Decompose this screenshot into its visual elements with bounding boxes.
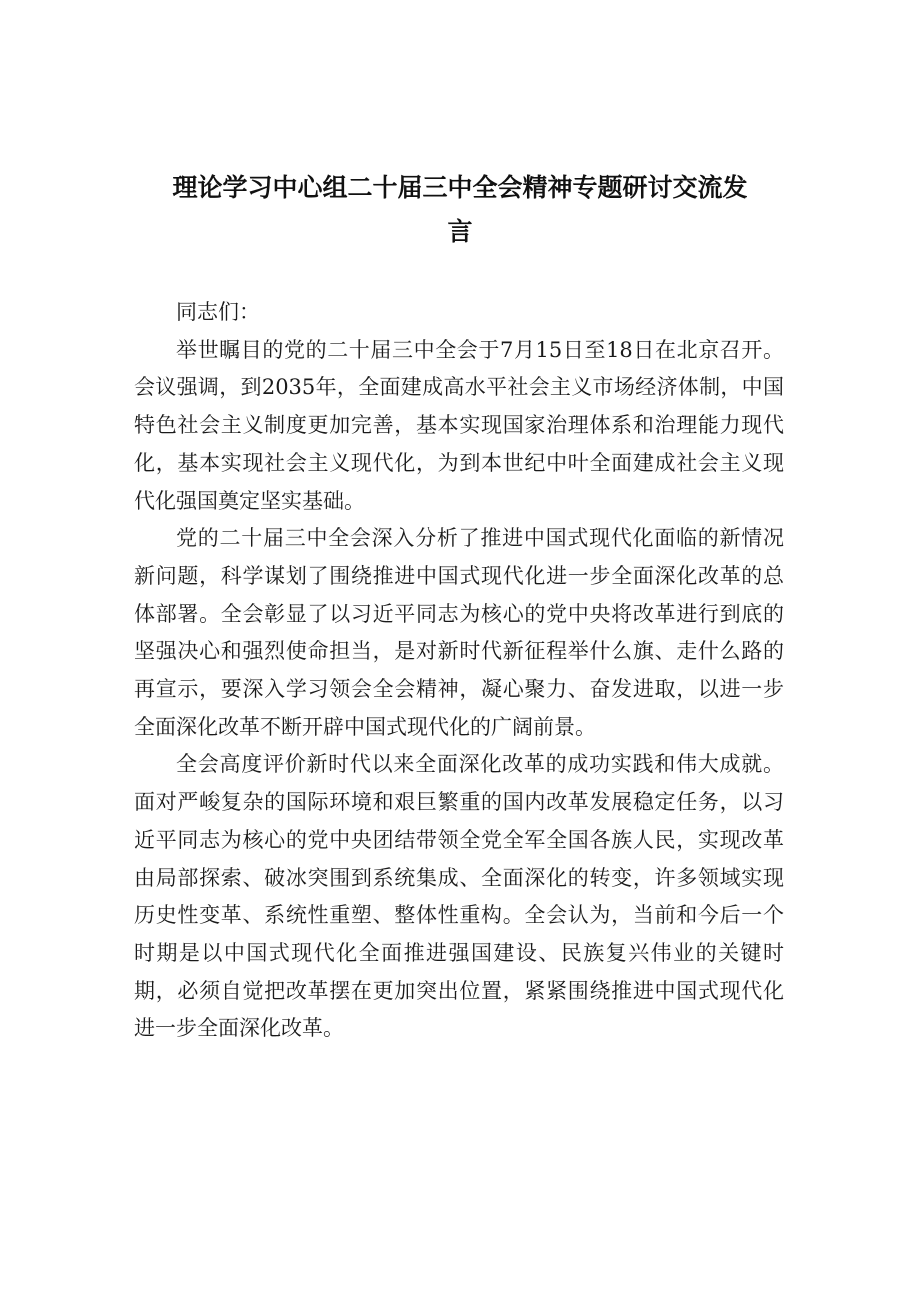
title-line-2: 言 bbox=[447, 217, 473, 246]
paragraph-3: 全会高度评价新时代以来全面深化改革的成功实践和伟大成就。面对严峻复杂的国际环境和艰巨繁重的国内改革发展稳定任务，以习近平同志为核心的党中央团结带领全党全军全国各族人民，实现改革由局部探索、破冰突围到系统集成、全面深化的转变，许多领域实现历史性变革、系统性重塑、整体性重构。全会认为，当前和今后一个时期是以中国式现代化全面推进强国建设、民族复兴伟业的关键时期，必须自觉把改革摆在更加突出位置，紧紧围绕推进中国式现代化进一步全面深化改革。 bbox=[134, 752, 784, 1041]
greeting: 同志们： bbox=[176, 300, 260, 324]
paragraph-1: 举世瞩目的党的二十届三中全会于7月15日至18日在北京召开。会议强调，到2035年，全面建成高水平社会主义市场经济体制，中国特色社会主义制度更加完善，基本实现国家治理体系和治理能力现代化，基本实现社会主义现代化，为到本世纪中叶全面建成社会主义现代化强国奠定坚实基础。 bbox=[134, 337, 784, 513]
document-body bbox=[134, 294, 784, 1048]
title-line-1: 理论学习中心组二十届三中全会精神专题研讨交流发 bbox=[172, 173, 748, 202]
document-title bbox=[150, 166, 770, 254]
paragraph-2: 党的二十届三中全会深入分析了推进中国式现代化面临的新情况新问题，科学谋划了围绕推进中国式现代化进一步全面深化改革的总体部署。全会彰显了以习近平同志为核心的党中央将改革进行到底的坚强决心和强烈使命担当，是对新时代新征程举什么旗、走什么路的再宣示，要深入学习领会全会精神，凝心聚力、奋发进取，以进一步全面深化改革不断开辟中国式现代化的广阔前景。 bbox=[134, 526, 784, 739]
